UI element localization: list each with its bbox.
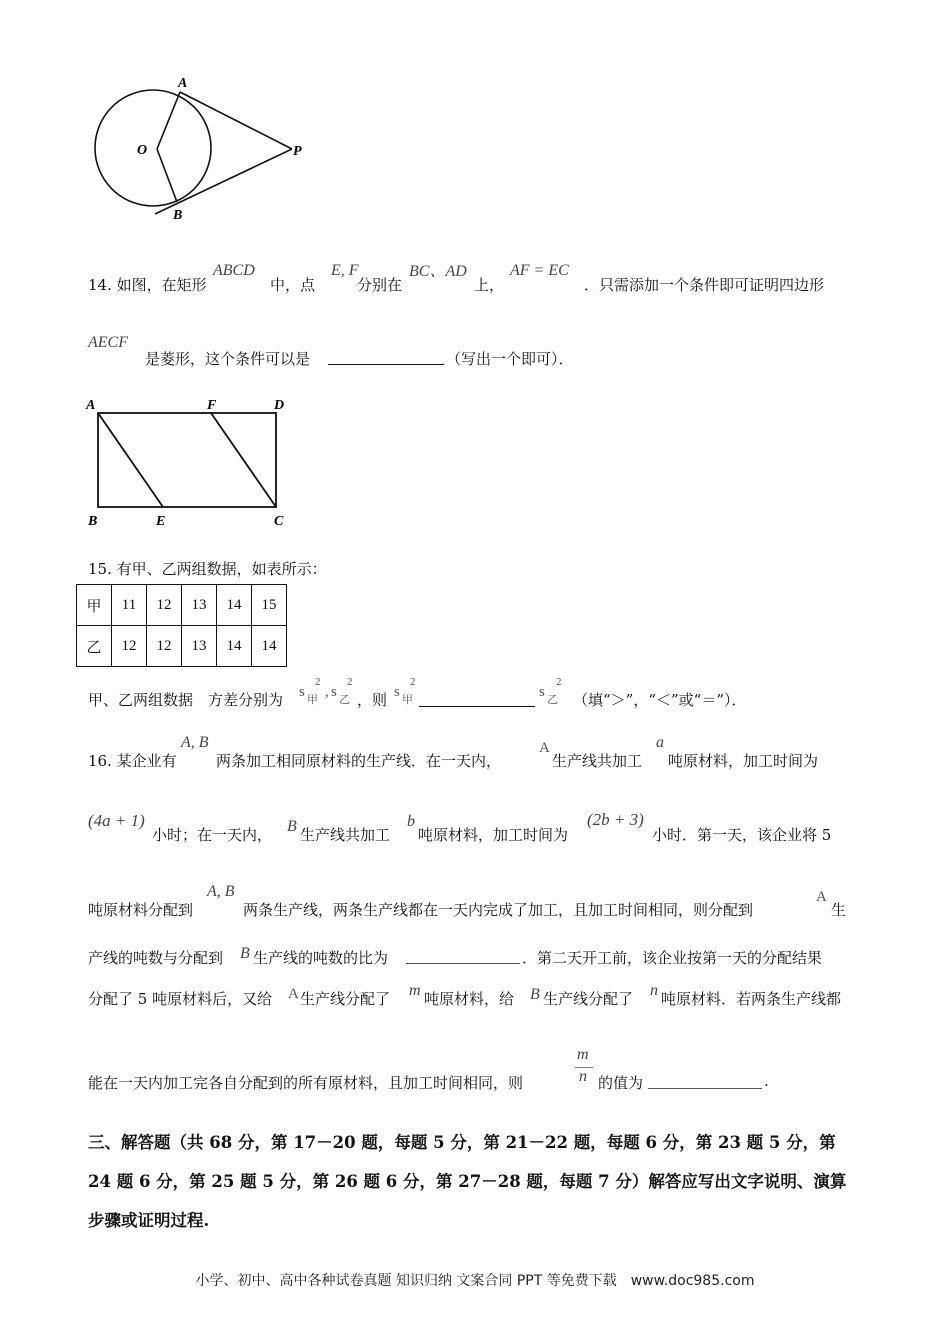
q16-l3-math-ab: A, B xyxy=(207,883,235,900)
q15-s2-sub: 乙 xyxy=(339,694,350,706)
q15-s3-sup: 2 xyxy=(410,676,416,688)
label-e: E xyxy=(156,514,166,529)
table-cell: 11 xyxy=(112,585,147,626)
q14-text-5: 是菱形，这个条件可以是 xyxy=(145,350,311,368)
q16-l5-math-a: A xyxy=(288,986,299,1002)
q14-text-4: ．只需添加一个条件即可证明四边形 xyxy=(584,276,825,294)
q15-s4-sub: 乙 xyxy=(547,694,558,706)
label-b: B xyxy=(88,514,98,529)
label-a: A xyxy=(86,398,96,413)
table-row xyxy=(77,626,287,667)
circle-tangent-figure xyxy=(80,70,320,230)
q15-s4: s xyxy=(539,684,545,700)
label-b: B xyxy=(173,208,183,223)
label-a: A xyxy=(178,76,188,91)
q15-s1-sup: 2 xyxy=(315,676,321,688)
fraction-denominator: n xyxy=(579,1068,587,1085)
table-cell: 13 xyxy=(182,626,217,667)
q16-l2-a: 小时；在一天内， xyxy=(152,826,273,844)
q16-l4-math-b: B xyxy=(240,945,250,962)
q16-l2-math-2b3: (2b + 3) xyxy=(587,810,644,829)
q16-l1-c: 生产线共加工 xyxy=(552,752,643,770)
q16-l4-a: 产线的吨数与分配到 xyxy=(88,949,224,967)
radius-ob xyxy=(157,149,177,202)
q16-l1-b: 两条加工相同原材料的生产线．在一天内， xyxy=(216,752,502,770)
segment-fc xyxy=(211,413,276,507)
q16-l3-math-a: A xyxy=(816,889,827,905)
q16-l4-c: ．第二天开工前，该企业按第一天的分配结果 xyxy=(522,949,823,967)
q14-math-abcd: ABCD xyxy=(213,262,255,279)
q16-l2-math-b-var: b xyxy=(407,813,415,830)
table-cell: 14 xyxy=(217,626,252,667)
table-cell: 14 xyxy=(252,626,287,667)
q16-l6-c: . xyxy=(764,1072,769,1090)
q14-math-ef: E, F xyxy=(331,262,359,279)
q16-l5-c: 吨原材料，给 xyxy=(424,990,515,1008)
q15-text-3: （填“＞”，“＜”或“＝”）． xyxy=(573,691,747,709)
table-row xyxy=(77,585,287,626)
rect-abcd xyxy=(98,413,276,507)
row-label: 乙 xyxy=(77,626,112,667)
q15-comma: , xyxy=(325,684,329,700)
circle-o xyxy=(95,90,211,206)
q15-text-2: ，则 xyxy=(357,691,388,709)
table-cell: 12 xyxy=(147,585,182,626)
q14-math-afec: AF = EC xyxy=(510,262,569,279)
label-c: C xyxy=(274,514,284,529)
q16-l2-c: 吨原材料，加工时间为 xyxy=(418,826,569,844)
q14-text-3: 上， xyxy=(474,276,505,294)
q16-l2-math-b: B xyxy=(287,818,297,835)
q15-s3: s xyxy=(394,684,400,700)
q16-l4-b: 生产线的吨数的比为 xyxy=(253,949,389,967)
q16-l6-a: 能在一天内加工完各自分配到的所有原材料，且加工时间相同，则 xyxy=(88,1074,524,1092)
q15-data-table xyxy=(76,584,287,667)
q15-s3-sub: 甲 xyxy=(402,694,413,706)
q15-s4-sup: 2 xyxy=(556,676,562,688)
q16-l5-math-m: m xyxy=(409,982,421,999)
q14-math-bcad: BC、AD xyxy=(409,263,467,280)
q15-s2-sup: 2 xyxy=(347,676,353,688)
table-cell: 12 xyxy=(112,626,147,667)
q16-l2-d: 小时．第一天，该企业将 5 xyxy=(652,826,832,844)
q15-s2: s xyxy=(331,684,337,700)
radius-oa xyxy=(157,92,180,149)
q16-l2-math-4a1: (4a + 1) xyxy=(88,811,145,830)
q16-l5-b: 生产线分配了 xyxy=(300,990,391,1008)
table-cell: 14 xyxy=(217,585,252,626)
fraction-numerator: m xyxy=(577,1046,589,1063)
label-d: D xyxy=(274,398,285,413)
q16-l5-math-n: n xyxy=(650,982,658,999)
label-p: P xyxy=(293,144,302,159)
q16-l3-c: 生 xyxy=(831,901,847,919)
q16-l3-b: 两条生产线，两条生产线都在一天内完成了加工，且加工时间相同，则分配到 xyxy=(243,901,754,919)
q16-l1-math-a-var: a xyxy=(656,734,664,751)
q16-l6-b: 的值为 xyxy=(598,1074,644,1092)
q15-intro: 15. 有甲、乙两组数据，如表所示： xyxy=(88,560,327,578)
q15-s1: s xyxy=(299,684,305,700)
q16-l1-a: 16. 某企业有 xyxy=(88,752,177,770)
q14-text-2: 分别在 xyxy=(357,276,403,294)
q14-text-1: 中，点 xyxy=(270,276,316,294)
q16-answer-blank-1[interactable] xyxy=(406,947,520,964)
row-label: 甲 xyxy=(77,585,112,626)
q14-answer-blank[interactable] xyxy=(328,348,444,365)
q16-l5-d: 生产线分配了 xyxy=(543,990,634,1008)
segment-ae xyxy=(98,413,163,507)
label-o: O xyxy=(137,143,148,158)
table-cell: 12 xyxy=(147,626,182,667)
section-3-line-2: 24 题 6 分，第 25 题 5 分，第 26 题 6 分，第 27－28 题，每题 7 分）解答应写出文字说明、演算 xyxy=(88,1172,847,1191)
q16-l3-a: 吨原材料分配到 xyxy=(88,901,194,919)
section-3-line-3: 步骤或证明过程. xyxy=(88,1211,210,1230)
table-cell: 13 xyxy=(182,585,217,626)
label-f: F xyxy=(207,398,217,413)
q16-l1-math-a: A xyxy=(539,740,550,756)
q14-math-aecf: AECF xyxy=(88,334,128,351)
q16-l1-math-ab: A, B xyxy=(181,734,209,751)
q14-number: 14. 如图，在矩形 xyxy=(88,276,207,294)
page-footer: 小学、初中、高中各种试卷真题 知识归纳 文案合同 PPT 等免费下载 www.doc985.com xyxy=(195,1273,755,1289)
rectangle-figure xyxy=(84,393,294,533)
q16-l1-d: 吨原材料，加工时间为 xyxy=(668,752,819,770)
tangent-pb xyxy=(155,149,292,214)
tangent-pa xyxy=(180,92,292,149)
q16-l2-b: 生产线共加工 xyxy=(300,826,391,844)
q16-l5-math-b: B xyxy=(530,986,540,1003)
q14-text-6: （写出一个即可）． xyxy=(446,350,574,368)
section-3-line-1: 三、解答题（共 68 分，第 17－20 题，每题 5 分，第 21－22 题，每题 6 分，第 23 题 5 分，第 xyxy=(88,1133,836,1152)
q15-text-1: 甲、乙两组数据 方差分别为 xyxy=(88,691,284,709)
table-cell: 15 xyxy=(252,585,287,626)
q15-answer-blank[interactable] xyxy=(419,690,535,707)
q15-s1-sub: 甲 xyxy=(307,694,318,706)
q16-l5-a: 分配了 5 吨原材料后，又给 xyxy=(88,990,273,1008)
q16-l5-e: 吨原材料．若两条生产线都 xyxy=(661,990,842,1008)
q16-answer-blank-2[interactable] xyxy=(648,1072,762,1089)
